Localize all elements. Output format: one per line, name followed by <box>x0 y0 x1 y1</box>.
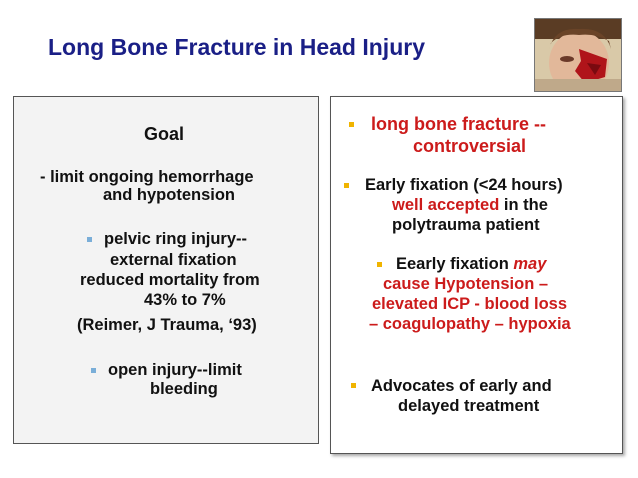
patient-photo <box>534 18 622 92</box>
advocates-line-2: delayed treatment <box>398 397 540 415</box>
citation-line: (Reimer, J Trauma, ‘93) <box>77 316 257 334</box>
hypotension-line-4: – coagulopathy – hypoxia <box>369 315 571 333</box>
open-injury-line-2: bleeding <box>150 380 218 398</box>
well-accepted-text: well accepted <box>392 196 500 214</box>
slide-title: Long Bone Fracture in Head Injury <box>48 34 425 60</box>
controversial-line-1: long bone fracture -- <box>371 114 546 134</box>
bullet-icon <box>377 262 382 267</box>
bullet-icon <box>351 383 356 388</box>
hypotension-line-3: elevated ICP - blood loss <box>372 295 567 313</box>
advocates-line-1: Advocates of early and <box>371 377 552 395</box>
bullet-icon <box>87 237 92 242</box>
eearly-fixation-text: Eearly fixation <box>396 255 514 273</box>
goal-heading: Goal <box>144 124 185 144</box>
bullet-icon <box>344 183 349 188</box>
goal-line-1: - limit ongoing hemorrhage <box>40 168 254 186</box>
pelvic-line-1: pelvic ring injury-- <box>104 230 248 248</box>
early-fixation-line-3: polytrauma patient <box>392 216 540 234</box>
hypotension-line-1 <box>396 255 546 274</box>
early-fixation-line-2 <box>392 196 548 215</box>
may-text: may <box>513 255 547 273</box>
open-injury-line-1: open injury--limit <box>108 361 242 379</box>
pelvic-line-3: reduced mortality from <box>80 271 260 289</box>
pelvic-line-4: 43% to 7% <box>144 291 226 309</box>
pelvic-line-2: external fixation <box>110 251 237 269</box>
goal-line-2: and hypotension <box>103 186 235 204</box>
bullet-icon <box>349 122 354 127</box>
early-fixation-tail: in the <box>499 196 548 214</box>
early-fixation-line-1: Early fixation (<24 hours) <box>365 176 563 194</box>
controversial-line-2: controversial <box>413 136 527 156</box>
hypotension-line-2: cause Hypotension – <box>383 275 549 293</box>
bullet-icon <box>91 368 96 373</box>
